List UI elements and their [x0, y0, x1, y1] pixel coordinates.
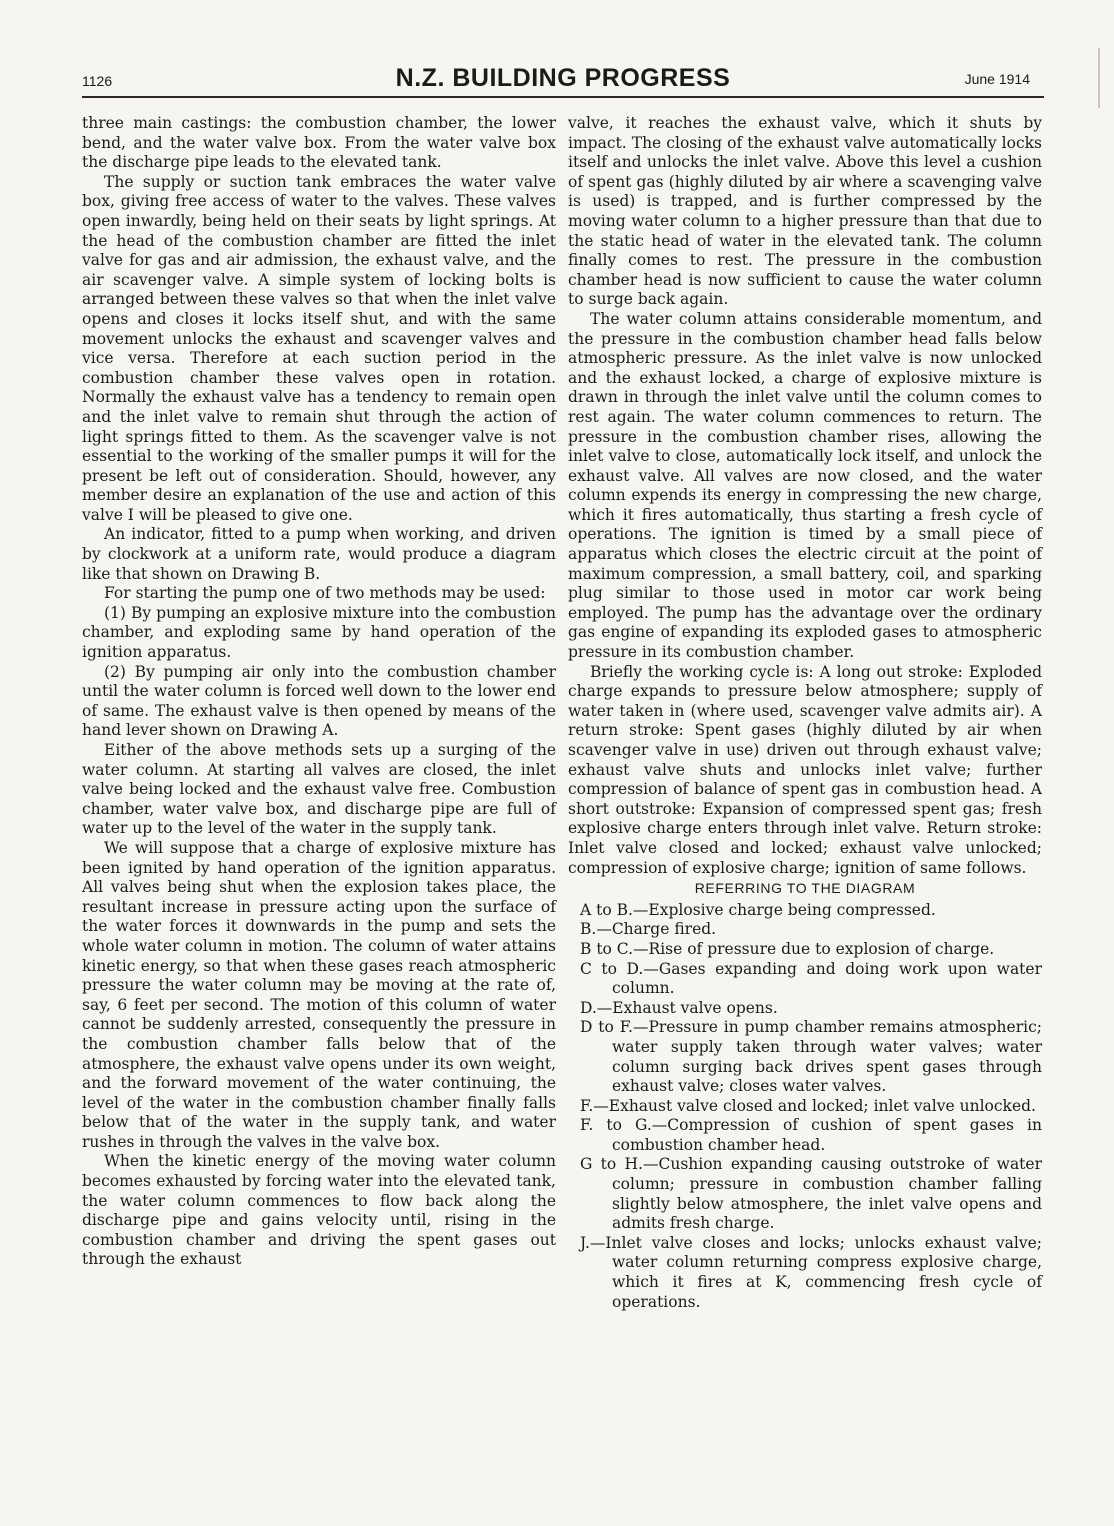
margin-mark	[1098, 48, 1100, 108]
list-item: B.—Charge fired.	[580, 920, 717, 939]
right-column	[568, 114, 1042, 1312]
paragraph: When the kinetic energy of the moving water column becomes exhausted by forcing water into the elevated tank, the water column commences to flow back along the discharge pipe and gains velocity until, rising in the combustion chamber and driving the spent gases out through the exhaust	[82, 1152, 556, 1269]
paragraph: For starting the pump one of two methods may be used:	[104, 584, 546, 603]
paragraph: The water column attains considerable momentum, and the pressure in the combustion chamber head falls below atmospheric pressure. As the inlet valve is now unlocked and the exhaust locked, a charge of explosive mixture is drawn in through the inlet valve until the column comes to rest again. The water column commences to return. The pressure in the combustion chamber rises, allowing the inlet valve to close, automatically lock itself, and unlock the exhaust valve. All valves are now closed, and the water column expends its energy in compressing the new charge, which it fires automatically, thus starting a fresh cycle of operations. The ignition is timed by a small piece of apparatus which closes the electric circuit at the point of maximum compression, a small battery, coil, and sparking plug similar to those used in motor car work being employed. The pump has the advantage over the ordinary gas engine of expanding its exploded gases to atmospheric pressure in its combustion chamber.	[568, 309, 1042, 662]
diagram-heading: REFERRING TO THE DIAGRAM	[694, 880, 916, 897]
paragraph: Either of the above methods sets up a surging of the water column. At starting all valves are closed, the inlet valve being locked and the exhaust valve free. Combustion chamber, water valve box, and discharge pipe are full of water up to the level of the water in the supply tank.	[82, 741, 556, 838]
list-item: B to C.—Rise of pressure due to explosion of charge.	[580, 939, 995, 958]
paragraph: We will suppose that a charge of explosive mixture has been ignited by hand operation of the ignition apparatus. All valves being shut when the explosion takes place, the resultant increase in pressure acting upon the surface of the water forces it downwards in the pump and sets the whole water column in motion. The column of water attains kinetic energy, so that when these gases reach atmospheric pressure the water column may be moving at the rate of, say, 6 feet per second. The motion of this column of water cannot be suddenly arrested, consequently the pressure in the combustion chamber falls below that of the atmosphere, the exhaust valve opens under its own weight, and the forward movement of the water continuing, the level of the water in the combustion chamber finally falls below that of the water in the supply tank, and water rushes in through the valves in the valve box.	[82, 838, 556, 1151]
list-item: D to F.—Pressure in pump chamber remains atmospheric; water supply taken through water valves; water column surging back drives spent gases through exhaust valve; closes water valves.	[580, 1018, 1042, 1096]
paragraph: valve, it reaches the exhaust valve, which it shuts by impact. The closing of the exhaust valve automatically locks itself and unlocks the inlet valve. Above this level a cushion of spent gas (highly diluted by air where a scavenging valve is used) is trapped, and is further compressed by the moving water column to a higher pressure than that due to the static head of water in the elevated tank. The column finally comes to rest. The pressure in the combustion chamber head is now sufficient to cause the water column to surge back again.	[568, 114, 1042, 309]
list-item: F.—Exhaust valve closed and locked; inlet valve unlocked.	[580, 1096, 1036, 1115]
issue-date: June 1914	[964, 71, 1030, 87]
list-item: F. to G.—Compression of cushion of spent gases in combustion chamber head.	[580, 1116, 1042, 1154]
diagram-reference-list	[568, 901, 1042, 1312]
paragraph: three main castings: the combustion chamber, the lower bend, and the water valve box. From the water valve box the discharge pipe leads to the elevated tank.	[82, 114, 556, 172]
list-item: J.—Inlet valve closes and locks; unlocks exhaust valve; water column returning compress explosive charge, which it fires at K, commencing fresh cycle of operations.	[580, 1233, 1042, 1311]
list-item: A to B.—Explosive charge being compressed.	[580, 900, 936, 919]
page-number: 1126	[82, 73, 113, 89]
paragraph: (2) By pumping air only into the combustion chamber until the water column is forced well down to the lower end of same. The exhaust valve is then opened by means of the hand lever shown on Drawing A.	[82, 662, 556, 740]
publication-title: N.Z. BUILDING PROGRESS	[395, 64, 731, 92]
list-item: G to H.—Cushion expanding causing outstroke of water column; pressure in combustion chamber falling slightly below atmosphere, the inlet valve opens and admits fresh charge.	[580, 1155, 1042, 1233]
list-item: C to D.—Gases expanding and doing work upon water column.	[580, 959, 1042, 998]
paragraph: An indicator, fitted to a pump when working, and driven by clockwork at a uniform rate, would produce a diagram like that shown on Drawing B.	[82, 525, 556, 583]
list-item: D.—Exhaust valve opens.	[580, 998, 778, 1017]
paragraph: (1) By pumping an explosive mixture into the combustion chamber, and exploding same by hand operation of the ignition apparatus.	[82, 603, 556, 662]
page-header	[82, 62, 1044, 98]
paragraph: Briefly the working cycle is: A long out stroke: Exploded charge expands to pressure below atmosphere; supply of water taken in (where used, scavenger valve admits air). A return stroke: Spent gases (highly diluted by air when scavenger valve in use) driven out through exhaust valve; exhaust valve shuts and unlocks inlet valve; further compression of balance of spent gas in combustion head. A short outstroke: Expansion of compressed spent gas; fresh explosive charge enters through inlet valve. Return stroke: Inlet valve closed and locked; exhaust valve unlocked; compression of explosive charge; ignition of same follows.	[568, 662, 1042, 877]
paragraph: The supply or suction tank embraces the water valve box, giving free access of water to the valves. These valves open inwardly, being held on their seats by light springs. At the head of the combustion chamber are fitted the inlet valve for gas and air admission, the exhaust valve, and the air scavenger valve. A simple system of locking bolts is arranged between these valves so that when the inlet valve opens and closes it locks itself shut, and with the same movement unlocks the exhaust and scavenger valves and vice versa. Therefore at each suction period in the combustion chamber these valves open in rotation. Normally the exhaust valve has a tendency to remain open and the inlet valve to remain shut through the action of light springs fitted to them. As the scavenger valve is not essential to the working of the smaller pumps it will for the present be left out of consideration. Should, however, any member desire an explanation of the use and action of this valve I will be pleased to give one.	[82, 172, 556, 524]
left-column	[82, 114, 556, 1270]
